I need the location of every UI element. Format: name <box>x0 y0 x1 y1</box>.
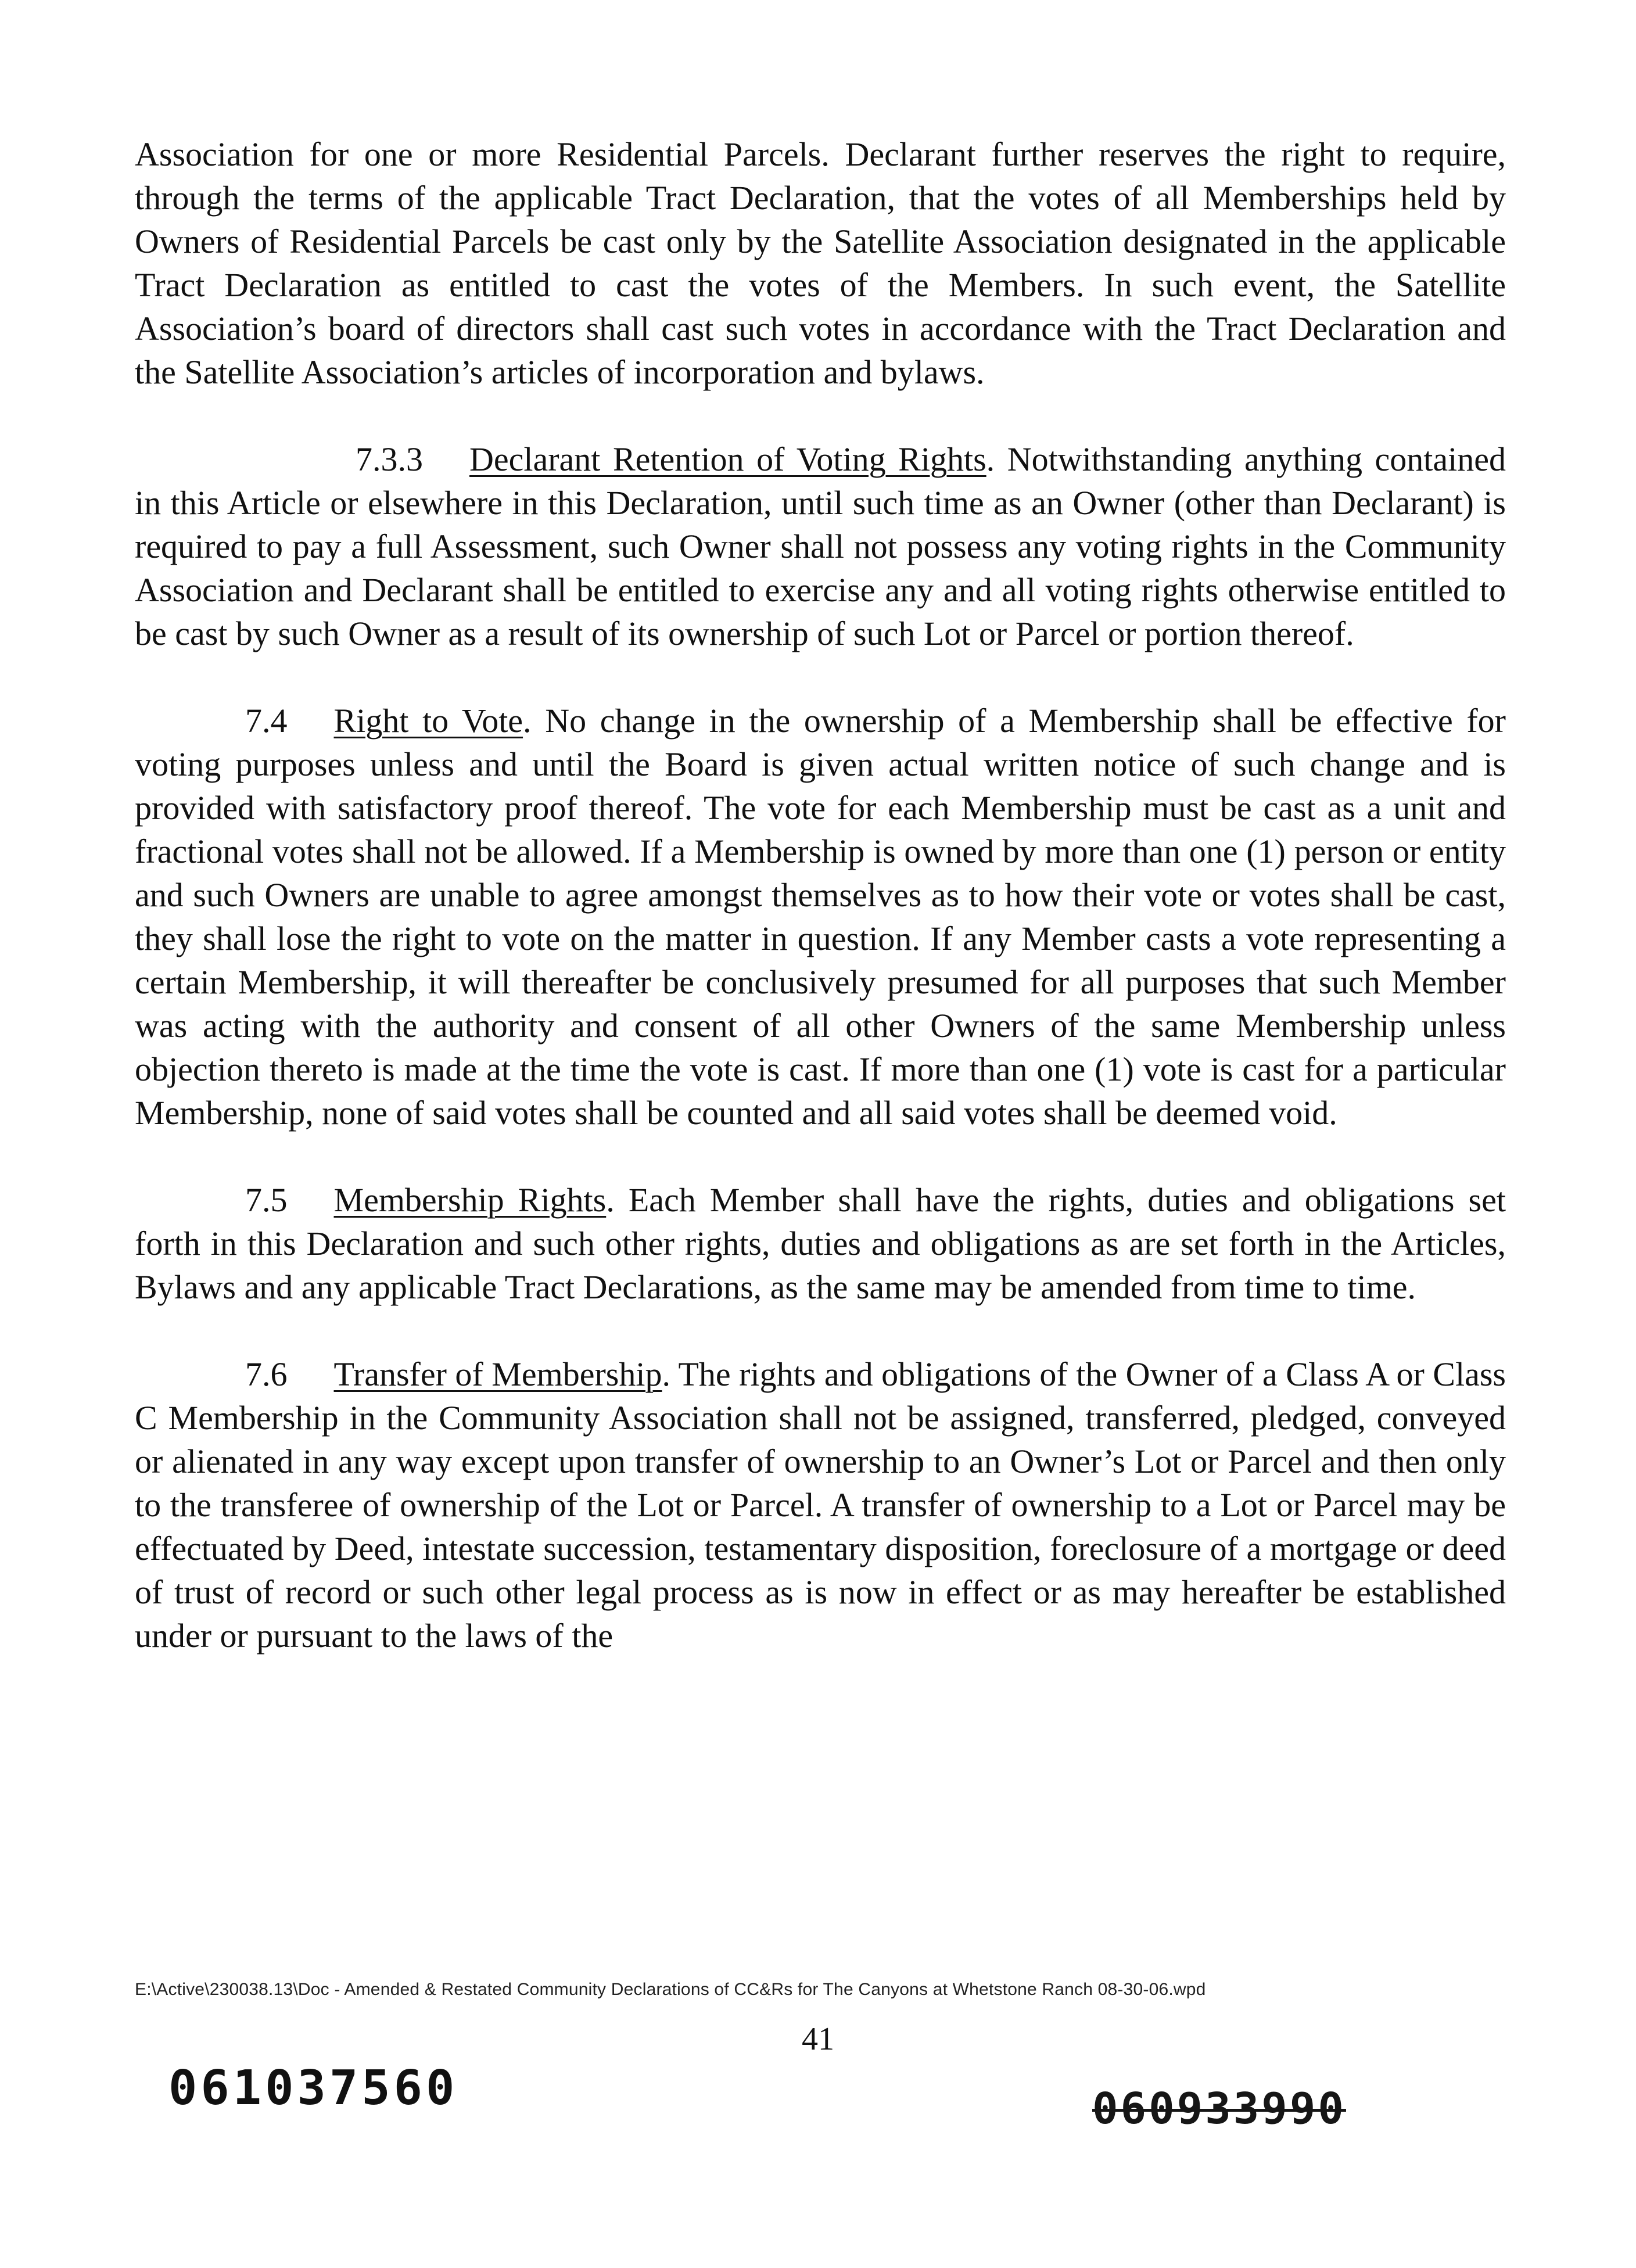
section-heading: Transfer of Membership <box>333 1355 662 1393</box>
section-number: 7.5 <box>245 1181 288 1219</box>
section-text: . The rights and obligations of the Owner of a Class A or Class C Membership in the Community Association shall not be assigned, transferred, pledged, conveyed or alienated in any way except upon transfer of ownership to an Owner’s Lot or Parcel and then only to the transferee of ownership of the Lot or Parcel. A transfer of ownership to a Lot or Parcel may be effectuated by Deed, intestate succession, testamentary disposition, foreclosure of a mortgage or deed of trust of record or such other legal process as is now in effect or as may hereafter be established under or pursuant to the laws of the <box>135 1355 1506 1655</box>
section-number: 7.4 <box>245 702 288 740</box>
section-text: . No change in the ownership of a Membership shall be effective for voting purposes unless and until the Board is given actual written notice of such change and is provided with satisfactory proof thereof. The vote for each Membership must be cast as a unit and fractional votes shall not be allowed. If a Membership is owned by more than one (1) person or entity and such Owners are unable to agree amongst themselves as to how their vote or votes shall be cast, they shall lose the right to vote on the matter in question. If any Member casts a vote representing a certain Membership, it will thereafter be conclusively presumed for all purposes that such Member was acting with the authority and consent of all other Owners of the same Membership unless objection thereto is made at the time the vote is cast. If more than one (1) vote is cast for a particular Membership, none of said votes shall be counted and all said votes shall be deemed void. <box>135 702 1506 1132</box>
section-7-5 <box>135 1178 1506 1309</box>
paragraph-continuation <box>135 132 1506 394</box>
document-body <box>135 132 1506 1657</box>
section-heading: Declarant Retention of Voting Rights <box>469 440 986 478</box>
paragraph-text: Association for one or more Residential Parcels. Declarant further reserves the right to require, through the terms of the applicable Tract Declaration, that the votes of all Memberships held by Owners of Residential Parcels be cast only by the Satellite Association designated in the applicable Tract Declaration as entitled to cast the votes of the Members. In such event, the Satellite Association’s board of directors shall cast such votes in accordance with the Tract Declaration and the Satellite Association’s articles of incorporation and bylaws. <box>135 135 1506 391</box>
recording-number-stamp: 061037560 <box>168 2061 458 2116</box>
section-7-3-3 <box>135 437 1506 655</box>
section-heading: Membership Rights <box>333 1181 607 1219</box>
section-number: 7.6 <box>245 1355 288 1393</box>
section-text: . Notwithstanding anything contained in this Article or elsewhere in this Declaration, until such time as an Owner (other than Declarant) is required to pay a full Assessment, such Owner shall not possess any voting rights in the Community Association and Declarant shall be entitled to exercise any and all voting rights otherwise entitled to be cast by such Owner as a result of its ownership of such Lot or Parcel or portion thereof. <box>135 440 1506 652</box>
section-7-4 <box>135 699 1506 1135</box>
footer-file-path: E:\Active\230038.13\Doc - Amended & Restated Community Declarations of CC&Rs for The Canyons at Whetstone Ranch 08-30-06.wpd <box>135 1980 1206 1999</box>
section-number: 7.3.3 <box>356 440 423 478</box>
section-text: . Each Member shall have the rights, duties and obligations set forth in this Declaration and such other rights, duties and obligations as are set forth in the Articles, Bylaws and any applicable Tract Declarations, as the same may be amended from time to time. <box>135 1181 1506 1306</box>
page-number: 41 <box>802 2021 834 2057</box>
section-7-6 <box>135 1352 1506 1657</box>
struck-recording-number: 060933990 <box>1092 2084 1346 2134</box>
section-heading: Right to Vote <box>333 702 523 740</box>
